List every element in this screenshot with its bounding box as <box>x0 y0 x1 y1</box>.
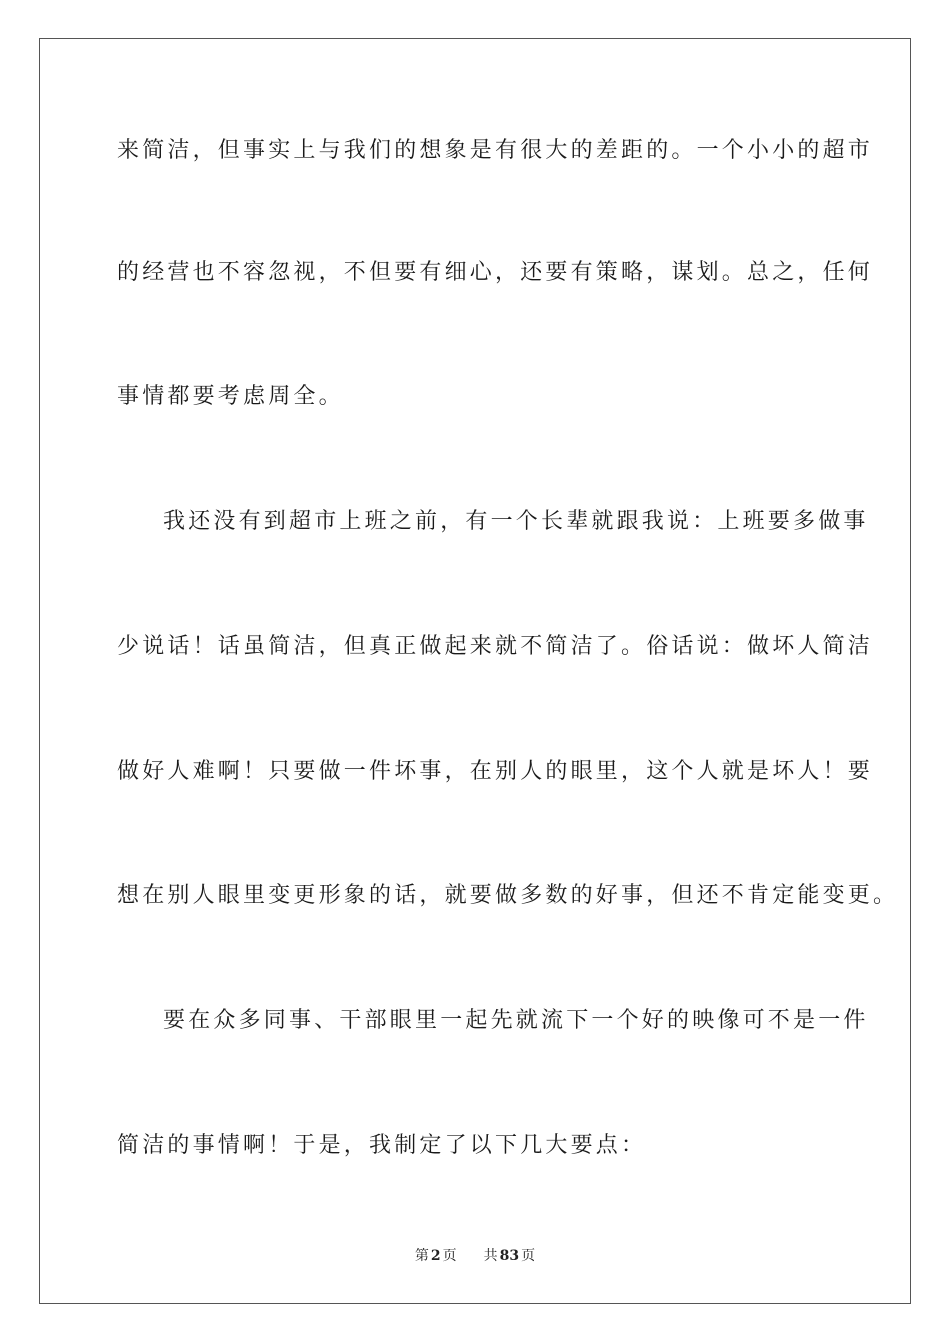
page-footer <box>0 1246 950 1266</box>
text-line: 简洁的事情啊！于是，我制定了以下几大要点： <box>117 1133 647 1158</box>
page-prefix: 第 <box>414 1248 429 1264</box>
total-prefix: 共 <box>483 1248 498 1264</box>
total-pages: 83 <box>499 1248 520 1264</box>
text-line: 来简洁，但事实上与我们的想象是有很大的差距的。一个小小的超市 <box>117 138 874 163</box>
total-suffix: 页 <box>521 1248 536 1264</box>
text-line: 少说话！话虽简洁，但真正做起来就不简洁了。俗话说：做坏人简洁 <box>117 634 874 659</box>
paragraph-start-line: 我还没有到超市上班之前，有一个长辈就跟我说：上班要多做事 <box>163 509 869 534</box>
page-number: 2 <box>430 1248 441 1264</box>
text-line: 做好人难啊！只要做一件坏事，在别人的眼里，这个人就是坏人！要 <box>117 759 874 784</box>
text-line: 想在别人眼里变更形象的话，就要做多数的好事，但还不肯定能变更。 <box>117 883 899 908</box>
page-suffix: 页 <box>442 1248 457 1264</box>
paragraph-start-line: 要在众多同事、干部眼里一起先就流下一个好的映像可不是一件 <box>163 1008 869 1033</box>
page-border <box>39 38 911 1304</box>
text-line: 的经营也不容忽视，不但要有细心，还要有策略，谋划。总之，任何 <box>117 260 874 285</box>
text-line: 事情都要考虑周全。 <box>117 384 344 409</box>
